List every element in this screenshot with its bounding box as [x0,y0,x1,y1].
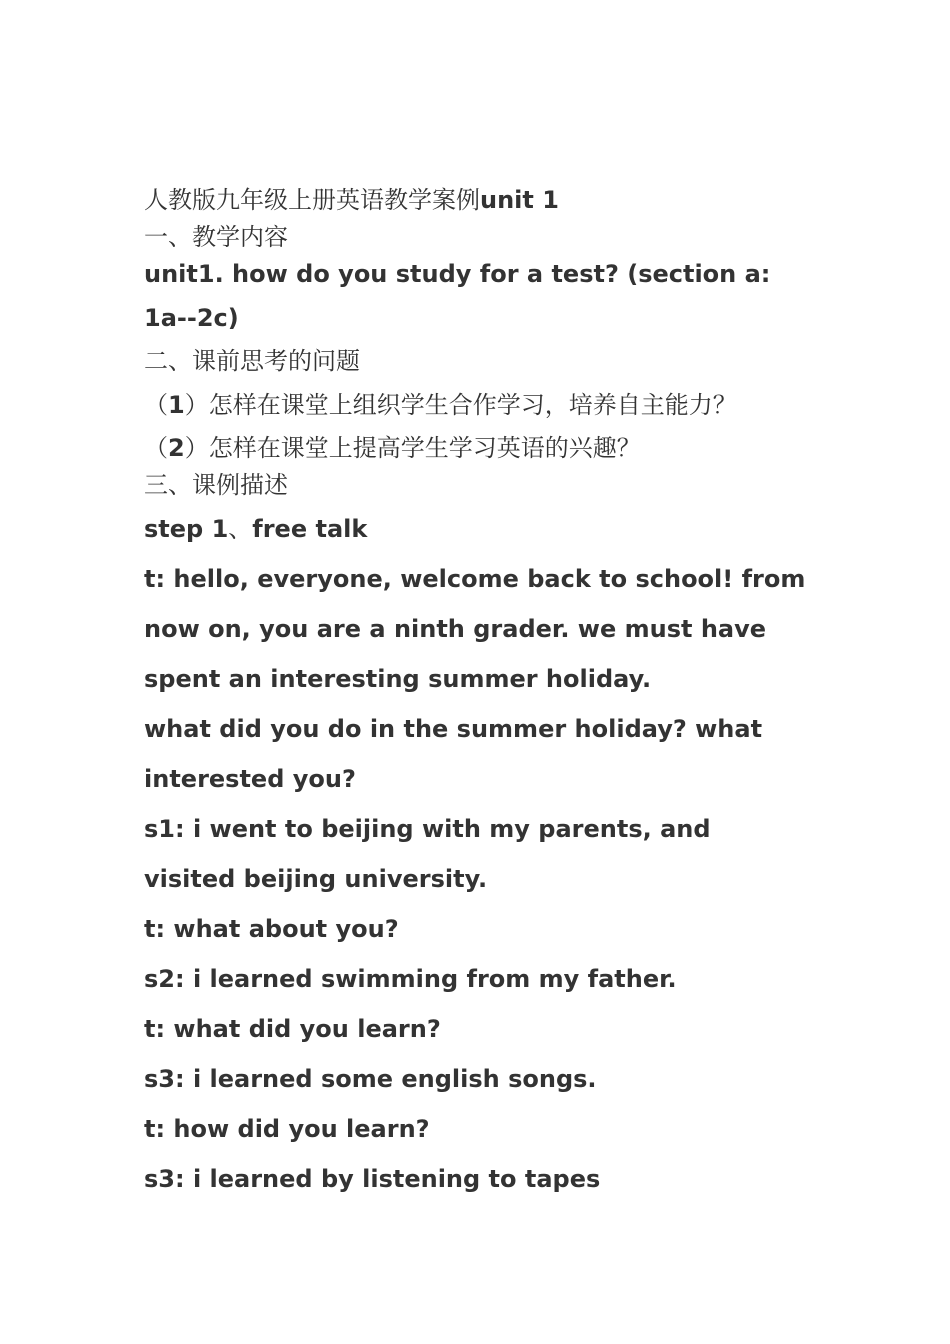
question-2 [144,430,824,467]
dialogue-line: s3: i learned some english songs. [144,1065,597,1093]
dialogue-line: s3: i learned by listening to tapes [144,1165,601,1193]
document-title [144,182,824,219]
dialogue-line: what did you do in the summer holiday? what [144,715,763,743]
dialogue-line: visited beijing university. [144,865,488,893]
dialogue-line: now on, you are a ninth grader. we must have [144,615,767,643]
dialogue-line: t: how did you learn? [144,1115,430,1143]
title-chinese: 人教版九年级上册英语教学案例 [144,186,480,214]
section-heading-teaching-content: 一、教学内容 [144,223,288,251]
step-1-label: step 1 [144,515,229,543]
section-heading-questions: 二、课前思考的问题 [144,347,360,375]
dialogue-line: interested you? [144,765,356,793]
title-unit: unit 1 [480,186,559,214]
question-2-text: ）怎样在课堂上提高学生学习英语的兴趣？ [184,434,641,462]
unit-title-line-2: 1a--2c) [144,304,239,332]
step-1-title: free talk [252,515,368,543]
dialogue-line: s1: i went to beijing with my parents, and [144,815,711,843]
step-1-separator: 、 [228,515,253,543]
dialogue-line: t: what about you? [144,915,399,943]
question-2-number: 2 [168,434,185,462]
question-1 [144,380,824,430]
section-heading-lesson-description: 三、课例描述 [144,471,288,499]
dialogue-line: s2: i learned swimming from my father. [144,965,677,993]
question-2-open: （ [144,434,168,462]
document-body [144,182,824,1204]
step-1-heading [144,504,824,554]
question-1-number: 1 [168,391,185,419]
question-1-text: ）怎样在课堂上组织学生合作学习，培养自主能力？ [184,391,737,419]
dialogue-line: t: hello, everyone, welcome back to school! from [144,565,806,593]
dialogue-line: t: what did you learn? [144,1015,441,1043]
question-1-open: （ [144,391,168,419]
dialogue-line: spent an interesting summer holiday. [144,665,652,693]
unit-title-line-1: unit1. how do you study for a test? (section a: [144,260,771,288]
